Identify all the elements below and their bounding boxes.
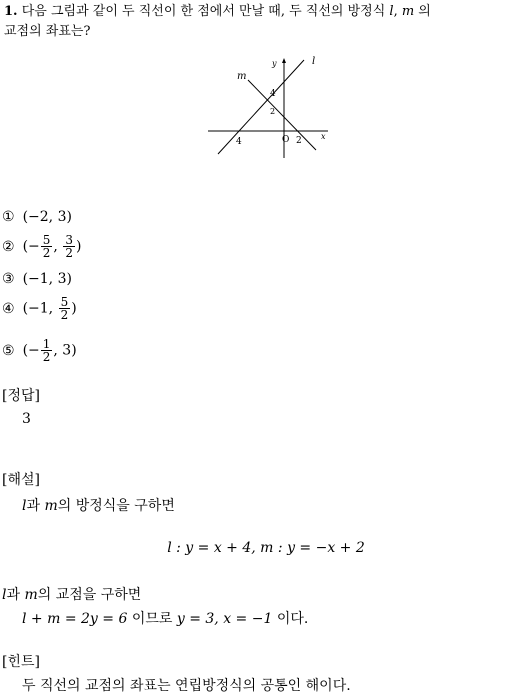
question-line-1 [4, 2, 431, 22]
separator: , [53, 238, 63, 255]
question-number: 1. [4, 4, 18, 19]
choice-5-mark: ⑤ [2, 342, 15, 359]
text: 이다. [276, 611, 309, 627]
text: 이므로 [131, 611, 177, 627]
fraction [41, 338, 53, 363]
var-l: l [2, 587, 7, 603]
text: 의 방정식을 구하면 [57, 498, 175, 514]
explanation-header: [해설] [2, 472, 40, 488]
explanation-equation: l : y = x + 4, m : y = −x + 2 [167, 540, 365, 556]
label-4-left: 4 [236, 137, 242, 147]
choice-3-text: (−1, 3) [22, 271, 72, 287]
choice-1-text: (−2, 3) [22, 209, 72, 225]
text: 과 [26, 498, 45, 514]
choice-2-open: (− [22, 238, 40, 255]
denominator: 2 [65, 246, 73, 260]
y-axis-arrow [282, 58, 286, 63]
var-m: m [44, 498, 58, 514]
var-m: m [401, 4, 415, 19]
choice-4-close: ) [71, 300, 77, 317]
math-result: y = 3, x = −1 [176, 611, 273, 627]
text: 의 교점을 구하면 [37, 587, 142, 603]
label-l: l [312, 56, 316, 67]
fraction [41, 234, 53, 259]
hint-text: 두 직선의 교점의 좌표는 연립방정식의 공통인 해이다. [22, 678, 351, 694]
label-4-top: 4 [270, 89, 276, 99]
choice-5-close: , 3) [53, 342, 77, 359]
numerator: 1 [42, 337, 51, 351]
label-2-right: 2 [296, 136, 302, 146]
choice-4[interactable] [2, 296, 77, 321]
choice-1[interactable] [2, 209, 72, 225]
choice-2-mark: ② [2, 238, 15, 255]
choice-5[interactable] [2, 338, 77, 363]
question-line-2: 교점의 좌표는? [4, 24, 91, 39]
denominator: 2 [42, 246, 51, 260]
numerator: 5 [60, 295, 69, 309]
var-m: m [24, 587, 38, 603]
numerator: 5 [42, 233, 51, 247]
choice-2-close: ) [75, 238, 82, 255]
math: l + m = 2y = 6 [22, 611, 128, 627]
choice-2[interactable] [2, 234, 81, 259]
answer-header: [정답] [2, 388, 40, 404]
choice-4-mark: ④ [2, 300, 15, 317]
choice-3[interactable] [2, 271, 72, 287]
var-l: l [389, 4, 394, 19]
label-x: x [321, 132, 326, 141]
question-text: 다음 그림과 같이 두 직선이 한 점에서 만날 때, 두 직선의 방정식 [21, 4, 390, 19]
question-text-end: 의 [414, 4, 431, 19]
choice-1-mark: ① [2, 209, 15, 225]
label-m: m [237, 71, 247, 82]
answer-value: 3 [22, 411, 31, 427]
choice-4-open: (−1, [22, 300, 58, 317]
choice-5-open: (− [22, 342, 40, 359]
hint-header: [힌트] [2, 654, 40, 670]
text: 과 [6, 587, 25, 603]
explanation-line-1 [22, 495, 175, 515]
numerator: 3 [65, 233, 73, 247]
explanation-line-2 [2, 584, 141, 604]
label-2-mid: 2 [270, 107, 276, 116]
graph-figure [200, 52, 340, 162]
denominator: 2 [60, 308, 69, 322]
var-l: l [22, 498, 27, 514]
line-l [218, 60, 304, 154]
label-O: O [282, 135, 290, 145]
explanation-line-3 [22, 608, 308, 628]
denominator: 2 [42, 350, 51, 364]
fraction [63, 234, 75, 259]
choice-3-mark: ③ [2, 271, 15, 287]
comma: , [393, 4, 402, 19]
fraction [59, 296, 71, 321]
label-y: y [272, 59, 277, 68]
